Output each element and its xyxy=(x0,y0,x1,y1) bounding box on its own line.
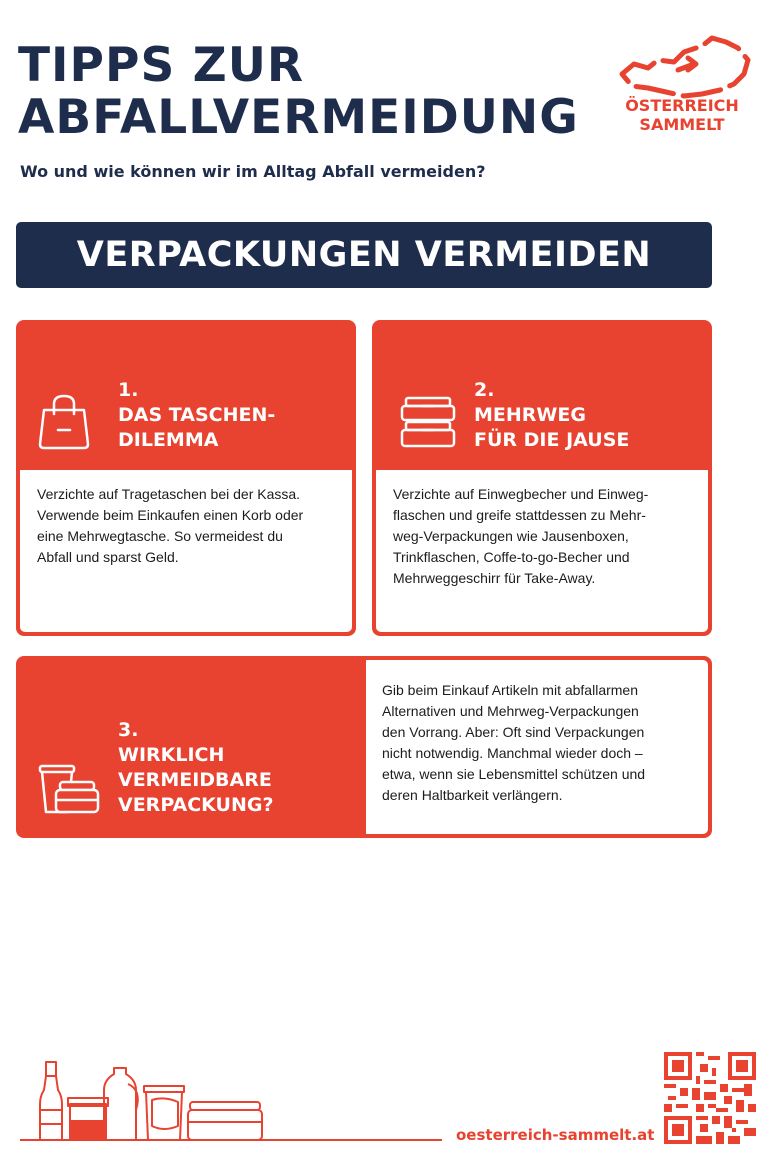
text-line: deren Haltbarkeit verlängern. xyxy=(382,787,563,803)
tip-title-line: VERPACKUNG? xyxy=(118,794,274,816)
title-line-1: TIPPS ZUR xyxy=(18,38,305,93)
tip-title-line: MEHRWEG xyxy=(474,404,586,426)
text-line: Alternativen und Mehrweg-Verpackungen xyxy=(382,703,639,719)
tip-card-2 xyxy=(372,320,712,636)
qr-code-icon[interactable] xyxy=(664,1052,756,1144)
title-line-2: ABFALLVERMEIDUNG xyxy=(18,90,579,145)
logo-text xyxy=(612,96,752,134)
tip-card-3-body xyxy=(366,660,708,834)
tip-card-1 xyxy=(16,320,356,636)
text-line: nicht notwendig. Manchmal wieder doch – xyxy=(382,745,643,761)
packaging-illustration-icon xyxy=(32,1060,268,1142)
logo-line-1: ÖSTERREICH xyxy=(625,96,739,115)
tip-number: 1. xyxy=(118,379,139,401)
tip-number: 3. xyxy=(118,719,139,741)
logo-line-2: SAMMELT xyxy=(639,115,725,134)
tip-card-3-heading xyxy=(118,718,273,818)
text-line: den Vorrang. Aber: Oft sind Verpackungen xyxy=(382,724,645,740)
tip-number: 2. xyxy=(474,379,495,401)
takeaway-cup-box-icon xyxy=(36,760,100,816)
footer-url[interactable]: oesterreich-sammelt.at xyxy=(456,1126,655,1144)
text-line: flaschen und greife stattdessen zu Mehr- xyxy=(393,507,646,523)
footer-divider xyxy=(20,1139,442,1141)
tip-title-line: FÜR DIE JAUSE xyxy=(474,429,630,451)
tip-card-2-body xyxy=(376,470,708,632)
text-line: Verzichte auf Tragetaschen bei der Kassa. xyxy=(37,486,301,502)
tip-card-2-heading xyxy=(474,378,629,453)
tip-title-line: DILEMMA xyxy=(118,429,219,451)
lunch-box-icon xyxy=(398,394,458,450)
page-subtitle: Wo und wie können wir im Alltag Abfall vermeiden? xyxy=(20,162,486,181)
text-line: weg-Verpackungen wie Jausenboxen, xyxy=(393,528,629,544)
tip-card-1-text xyxy=(37,484,303,568)
tip-card-3 xyxy=(16,656,712,838)
text-line: Abfall und sparst Geld. xyxy=(37,549,179,565)
tip-card-1-body xyxy=(20,470,352,632)
text-line: Mehrweggeschirr für Take-Away. xyxy=(393,570,596,586)
tip-title-line: VERMEIDBARE xyxy=(118,769,272,791)
tip-title-line: DAS TASCHEN- xyxy=(118,404,276,426)
text-line: Verzichte auf Einwegbecher und Einweg- xyxy=(393,486,649,502)
tip-card-1-heading xyxy=(118,378,275,453)
text-line: eine Mehrwegtasche. So vermeidest du xyxy=(37,528,283,544)
text-line: etwa, wenn sie Lebensmittel schützen und xyxy=(382,766,646,782)
text-line: Gib beim Einkauf Artikeln mit abfallarmen xyxy=(382,682,638,698)
text-line: Trinkflaschen, Coffe-to-go-Becher und xyxy=(393,549,630,565)
text-line: Verwende beim Einkaufen einen Korb oder xyxy=(37,507,304,523)
page-title xyxy=(18,40,579,144)
shopping-bag-icon xyxy=(36,392,92,452)
section-banner: VERPACKUNGEN VERMEIDEN xyxy=(16,222,712,288)
tip-card-2-text xyxy=(393,484,648,589)
tip-title-line: WIRKLICH xyxy=(118,744,225,766)
tip-card-3-text xyxy=(382,680,645,806)
